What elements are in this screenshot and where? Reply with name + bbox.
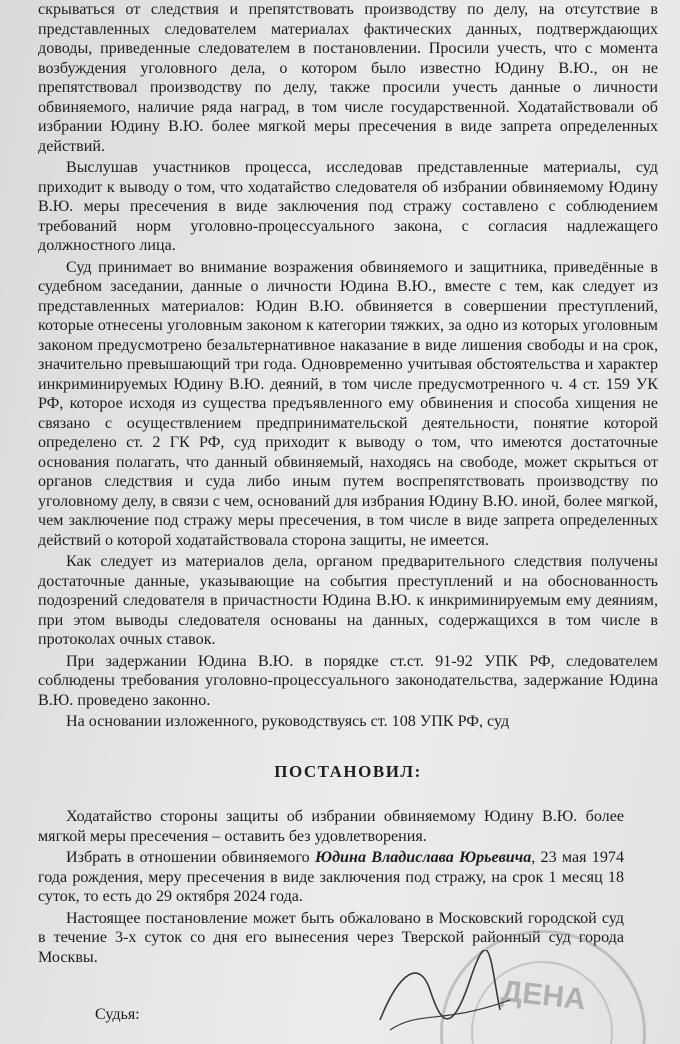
paragraph-defense-arguments: скрываться от следствия и препятствовать производству по делу, на отсутствие в представленных следователем материалах фактических данных, подтверждающих доводы, приведенные следователем в постановлении. Просили учесть, что с момента возбуждения уголовного дела, о котором было известно Юдину В.Ю., он не препятствовал производству по делу, также просили учесть данные о личности обвиняемого, наличие ряда наград, в том числе государственной. Ходатайствовали об избрании Юдину В.Ю. более мягкой меры пресечения в виде запрета определенных действий. bbox=[38, 1, 658, 155]
resolution-item-detention-rest: , 23 мая 1974 года рождения, меру пресечения в виде заключения под стражу, на срок 1 месяц 18 суток, то есть до 29 октября 2024 года. bbox=[38, 849, 624, 905]
paragraph-detention: При задержании Юдина В.Ю. в порядке ст.ст. 91-92 УПК РФ, следователем соблюдены требования уголовно-процессуального законодательства, задержание Юдина В.Ю. проведено законно. bbox=[38, 652, 658, 709]
defendant-name: Юдина Владислава Юрьевича bbox=[314, 849, 532, 866]
paragraph-court-reasoning: Суд принимает во внимание возражения обвиняемого и защитника, приведённые в судебном заседании, данные о личности Юдина В.Ю., вместе с тем, как следует из представленных материалов: Юдин В.Ю. обвиняется в совершении преступлений, которые отнесены уголовным законом к категории тяжких, за одно из которых уголовным законом предусмотрено безальтернативное наказание в виде лишения свободы и на срок, значительно превышающий три года. Одновременно учитывая обстоятельства и характер инкриминируемых Юдину В.Ю. деяний, в том числе предусмотренного ч. 4 ст. 159 УК РФ, которое исходя из существа предъявленного ему обвинения и способа хищения не связано с осуществлением предпринимательской деятельности, понятие которой определено ст. 2 ГК РФ, суд приходит к выводу о том, что имеются достаточные основания полагать, что данный обвиняемый, находясь на свободе, может скрыться от органов следствия и суда либо иным путем воспрепятствовать производству по уголовному делу, в связи с чем, оснований для избрания Юдину В.Ю. иной, более мягкой, чем заключение под стражу меры пресечения, в том числе в виде запрета определенных действий о которой ходатайствовала сторона защиты, не имеется. bbox=[38, 258, 658, 549]
resolution-item-detention-lead: Избрать в отношении обвиняемого bbox=[66, 849, 315, 866]
resolution-item-appeal: Настоящее постановление может быть обжаловано в Московский городской суд в течение 3-х суток со дня его вынесения через Тверской районный суд города Москвы. bbox=[38, 909, 624, 966]
judge-label: Судья: bbox=[95, 1006, 140, 1023]
paragraph-legal-basis: На основании изложенного, руководствуясь ст. 108 УПК РФ, суд bbox=[66, 713, 510, 730]
paragraph-evidence: Как следует из материалов дела, органом предварительного следствия получены достаточные данные, указывающие на события преступлений и на обоснованность подозрений следователя в причастности Юдина В.Ю. к инкриминируемым ему деяниям, при этом выводы следователя основаны на данных, содержащихся в том числе в протоколах очных ставок. bbox=[38, 553, 658, 648]
resolution-block bbox=[38, 807, 658, 967]
resolution-item-reject: Ходатайство стороны защиты об избрании обвиняемому Юдину В.Ю. более мягкой меры пресечения – оставить без удовлетворения. bbox=[38, 808, 624, 845]
paragraph-court-hearing: Выслушав участников процесса, исследовав представленные материалы, суд приходит к выводу о том, что ходатайство следователя об избрании обвиняемому Юдину В.Ю. меры пресечения в виде заключения под стражу составлено с соблюдением требований норм уголовно-процессуального закона, с согласия надлежащего должностного лица. bbox=[38, 159, 658, 254]
court-seal-text: ДЕНА bbox=[499, 974, 588, 1017]
document-body bbox=[38, 0, 658, 1025]
resolution-heading: ПОСТАНОВИЛ: bbox=[274, 761, 422, 781]
resolution-item-detention bbox=[38, 848, 624, 907]
